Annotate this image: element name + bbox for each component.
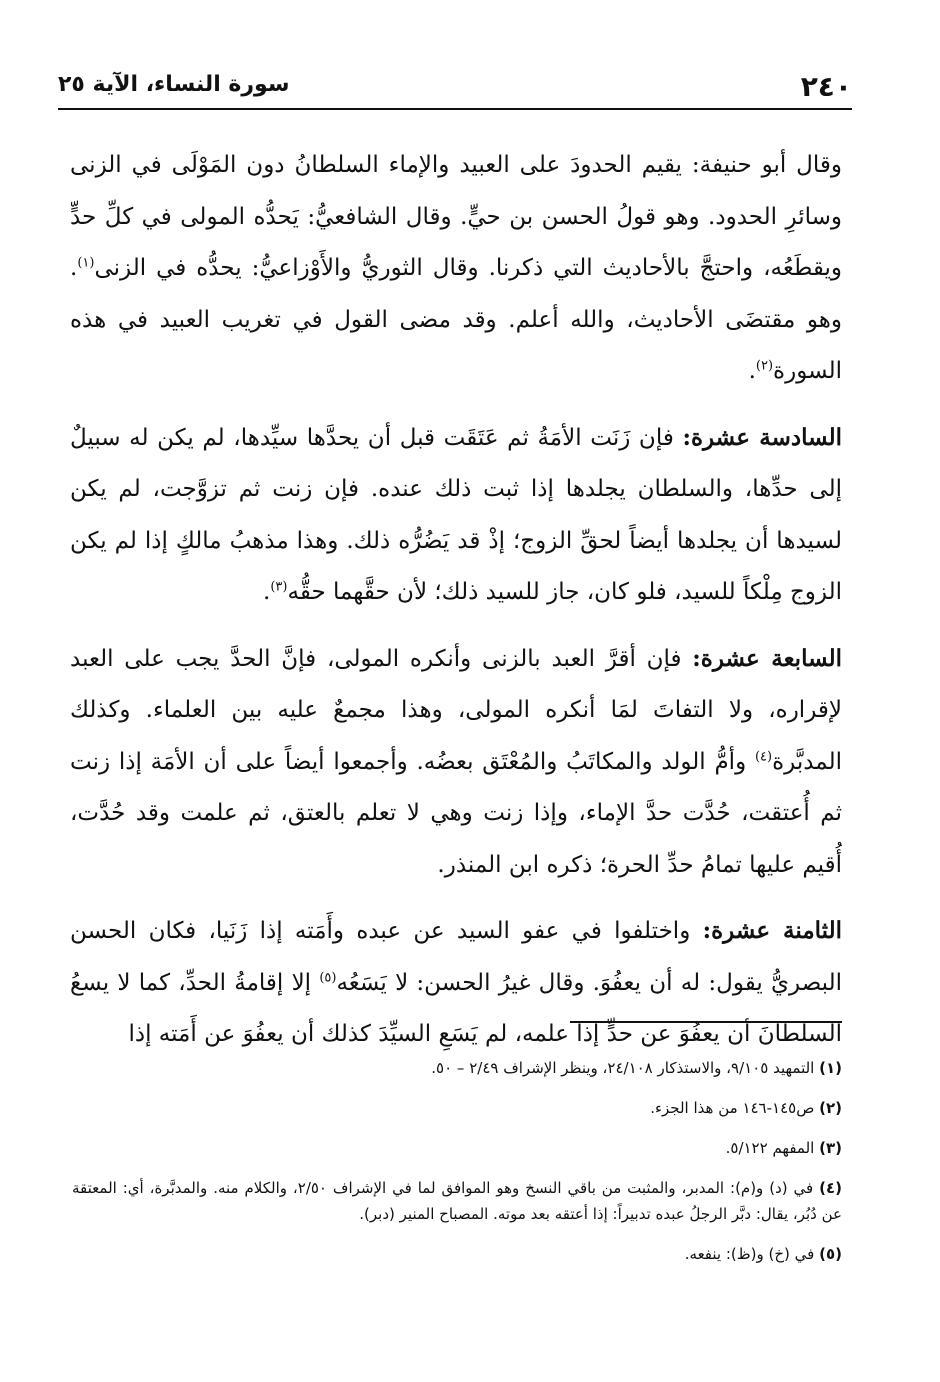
- footnote-1: [72, 1055, 842, 1081]
- footnote-number: (٤): [819, 1179, 842, 1197]
- footnote-text: ص١٤٥-١٤٦ من هذا الجزء.: [650, 1099, 815, 1117]
- footnote-4: [72, 1175, 842, 1227]
- header-rule: [58, 108, 852, 110]
- main-text: [70, 140, 842, 1061]
- footnote-number: (٣): [819, 1139, 842, 1157]
- footnote-text: في (خ) و(ظ): ينفعه.: [684, 1245, 815, 1263]
- footnote-ref: (٥): [319, 969, 337, 985]
- footnote-ref: (٣): [270, 579, 288, 595]
- paragraph-text: . وهو مقتضَى الأحاديث، والله أعلم. وقد مضى القول في تغريب العبيد في هذه السورة: [70, 255, 842, 384]
- paragraph-3: [70, 633, 842, 892]
- footnote-5: [72, 1241, 842, 1267]
- footnote-ref: (٢): [755, 358, 774, 374]
- footnote-number: (٥): [819, 1245, 842, 1263]
- footnotes: [72, 1055, 842, 1281]
- paragraph-text: واختلفوا في عفو السيد عن عبده وأَمَته إذا زَنَيا، فكان الحسن البصريُّ يقول: له أن يعفُوَ. وقال غيرُ الحسن: لا يَسَعُه: [70, 918, 842, 996]
- paragraph-text: وقال أبو حنيفة: يقيم الحدودَ على العبيد والإماء السلطانُ دون المَوْلَى في الزنى وسائرِ الحدود. وهو قولُ الحسن بن حيٍّ. وقال الشافعيُّ: يَحدُّه المولى في كلِّ حدٍّ ويقطَعُه، واحتجَّ بالأحاديث التي ذكرنا. وقال الثوريُّ والأَوْزاعيُّ: يحدُّه في الزنى: [70, 152, 842, 281]
- paragraph-text: .: [748, 358, 756, 384]
- section-heading: الثامنة عشرة:: [702, 917, 842, 944]
- footnote-number: (١): [819, 1059, 842, 1077]
- footnote-text: في (د) و(م): المدبر، والمثبت من باقي النسخ وهو الموافق لما في الإشراف ٢/٥٠، والكلام منه. والمدبَّرة، أي: المعتقة عن دُبُر، يقال: دبَّر الرجلُ عبده تدبيراً: إذا أعتقه بعد موته. المصباح المنير (دبر).: [72, 1179, 842, 1223]
- footnote-ref: (٤): [754, 748, 773, 764]
- paragraph-text: فإن أقرَّ العبد بالزنى وأنكره المولى، فإنَّ الحدَّ يجب على العبد لإقراره، ولا التفاتَ لمَا أنكره المولى، وهذا مجمعٌ عليه بين العلماء. وكذلك المدبَّرة: [70, 645, 842, 775]
- paragraph-text: .: [263, 579, 271, 605]
- paragraph-text: فإن زَنَت الأمَةُ ثم عَتَقَت قبل أن يحدَّها سيِّدها، لم يكن له سبيلٌ إلى حدِّها، والسلطان يجلدها إذا ثبت ذلك عنده. فإن زنت ثم تزوَّجت، لم يكن لسيدها أن يجلدها أيضاً لحقِّ الزوج؛ إذْ قد يَضُرُّه ذلك. وهذا مذهبُ مالكٍ إذا لم يكن الزوج مِلْكاً للسيد، فلو كان، جاز للسيد ذلك؛ لأن حقَّهما حقُّه: [70, 424, 842, 605]
- page-header: [58, 64, 852, 104]
- paragraph-4: [70, 905, 842, 1061]
- paragraph-2: [70, 412, 842, 619]
- paragraph-text: وأمُّ الولد والمكاتَبُ والمُعْتَق بعضُه. وأجمعوا أيضاً على أن الأمَة إذا زنت ثم أُعتقت، حُدَّت حدَّ الإماء، وإذا زنت وهي لا تعلم بالعتق، ثم علمت وقد حُدَّت، أُقيم عليها تمامُ حدِّ الحرة؛ ذكره ابن المنذر.: [70, 748, 842, 878]
- footnote-text: التمهيد ٩/١٠٥، والاستذكار ٢٤/١٠٨، وينظر الإشراف ٢/٤٩ – ٥٠.: [431, 1059, 815, 1077]
- running-title: سورة النساء، الآية ٢٥: [58, 72, 290, 97]
- paragraph-text: إلا إقامةُ الحدِّ، كما لا يسعُ السلطانَ أن يعفُوَ عن حدٍّ إذا علمه، لم يَسَعِ السيِّدَ كذلك أن يعفُوَ عن أَمَته إذا: [70, 969, 842, 1047]
- page-number: ٢٤٠: [800, 70, 852, 103]
- footnote-number: (٢): [819, 1099, 842, 1117]
- section-heading: السابعة عشرة:: [692, 644, 842, 672]
- footnote-ref: (١): [77, 255, 95, 271]
- footnote-rule: [570, 1021, 842, 1023]
- section-heading: السادسة عشرة:: [682, 423, 843, 451]
- footnote-text: المفهم ٥/١٢٢.: [725, 1139, 815, 1157]
- paragraph-1: [70, 140, 842, 398]
- footnote-2: [72, 1095, 842, 1121]
- footnote-3: [72, 1135, 842, 1161]
